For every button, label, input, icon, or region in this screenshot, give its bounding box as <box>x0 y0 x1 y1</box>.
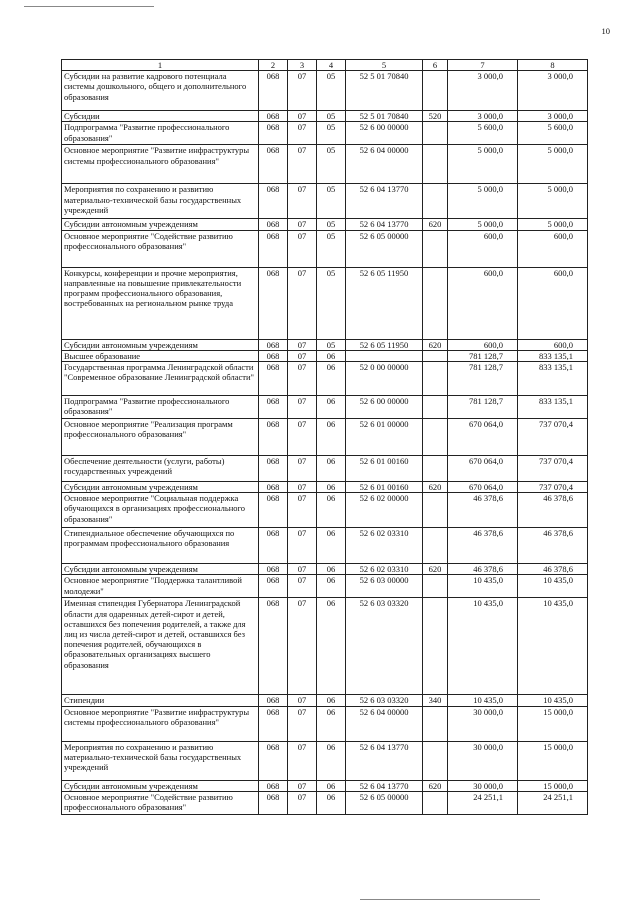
row-subsection-cell: 06 <box>317 419 346 456</box>
table-row <box>62 184 588 219</box>
row-ministry-code-cell: 068 <box>259 122 288 145</box>
row-target-article-cell: 52 5 01 70840 <box>346 71 423 111</box>
row-section-cell: 07 <box>288 780 317 791</box>
table-row <box>62 780 588 791</box>
row-amount-year2-cell: 46 378,6 <box>518 564 588 575</box>
row-expense-type-cell <box>423 741 448 780</box>
row-amount-year1-cell: 600,0 <box>448 230 518 267</box>
page-number: 10 <box>601 26 610 36</box>
row-name-cell: Мероприятия по сохранению и развитию материально-технической базы государственных учреждений <box>62 741 259 780</box>
table-row <box>62 419 588 456</box>
row-subsection-cell: 05 <box>317 267 346 339</box>
table-row <box>62 219 588 230</box>
table-row <box>62 339 588 350</box>
row-amount-year1-cell: 5 600,0 <box>448 122 518 145</box>
table-row <box>62 706 588 741</box>
header-cell: 6 <box>423 60 448 71</box>
header-cell: 8 <box>518 60 588 71</box>
row-section-cell: 07 <box>288 456 317 482</box>
row-section-cell: 07 <box>288 267 317 339</box>
row-section-cell: 07 <box>288 564 317 575</box>
row-ministry-code-cell: 068 <box>259 456 288 482</box>
row-expense-type-cell <box>423 145 448 184</box>
row-section-cell: 07 <box>288 741 317 780</box>
row-ministry-code-cell: 068 <box>259 780 288 791</box>
row-name-cell: Обеспечение деятельности (услуги, работы) государственных учреждений <box>62 456 259 482</box>
row-name-cell: Стипендиальное обеспечение обучающихся по программам профессионального образования <box>62 528 259 564</box>
table-row <box>62 564 588 575</box>
row-target-article-cell <box>346 350 423 361</box>
row-subsection-cell: 06 <box>317 575 346 598</box>
row-name-cell: Субсидии на развитие кадрового потенциала системы дошкольного, общего и дополнительного образования <box>62 71 259 111</box>
table-row <box>62 267 588 339</box>
row-name-cell: Основное мероприятие "Развитие инфраструктуры системы профессионального образования" <box>62 706 259 741</box>
row-ministry-code-cell: 068 <box>259 695 288 706</box>
row-subsection-cell: 06 <box>317 598 346 695</box>
row-ministry-code-cell: 068 <box>259 564 288 575</box>
row-ministry-code-cell: 068 <box>259 71 288 111</box>
row-name-cell: Мероприятия по сохранению и развитию материально-технической базы государственных учреждений <box>62 184 259 219</box>
row-amount-year1-cell: 30 000,0 <box>448 780 518 791</box>
row-amount-year2-cell: 833 135,1 <box>518 362 588 396</box>
row-target-article-cell: 52 6 00 00000 <box>346 396 423 419</box>
row-expense-type-cell: 620 <box>423 780 448 791</box>
row-section-cell: 07 <box>288 339 317 350</box>
row-amount-year2-cell: 5 000,0 <box>518 219 588 230</box>
row-subsection-cell: 06 <box>317 350 346 361</box>
row-name-cell: Конкурсы, конференции и прочие мероприятия, направленные на повышение привлекательности программ профессионального образования, востребованных на региональном рынке труда <box>62 267 259 339</box>
row-amount-year2-cell: 3 000,0 <box>518 111 588 122</box>
row-name-cell: Именная стипендия Губернатора Ленинградской области для одаренных детей-сирот и детей, оставшихся без попечения родителей, а также для лиц из числа детей-сирот и детей, оставшихся без попечения родителей, обучающихся в образовательных организациях высшего образования <box>62 598 259 695</box>
row-ministry-code-cell: 068 <box>259 230 288 267</box>
header-cell: 1 <box>62 60 259 71</box>
row-expense-type-cell: 620 <box>423 339 448 350</box>
row-section-cell: 07 <box>288 396 317 419</box>
row-amount-year2-cell: 5 000,0 <box>518 145 588 184</box>
row-expense-type-cell <box>423 362 448 396</box>
row-subsection-cell: 05 <box>317 184 346 219</box>
table-row <box>62 230 588 267</box>
row-amount-year2-cell: 5 600,0 <box>518 122 588 145</box>
row-target-article-cell: 52 6 04 13770 <box>346 219 423 230</box>
table-row <box>62 493 588 528</box>
row-target-article-cell: 52 6 05 00000 <box>346 230 423 267</box>
table-header-row <box>62 60 588 71</box>
row-ministry-code-cell: 068 <box>259 493 288 528</box>
table-row <box>62 528 588 564</box>
row-target-article-cell: 52 5 01 70840 <box>346 111 423 122</box>
row-subsection-cell: 06 <box>317 362 346 396</box>
row-amount-year2-cell: 15 000,0 <box>518 741 588 780</box>
row-ministry-code-cell: 068 <box>259 339 288 350</box>
row-name-cell: Стипендии <box>62 695 259 706</box>
row-amount-year2-cell: 15 000,0 <box>518 706 588 741</box>
row-name-cell: Основное мероприятие "Развитие инфраструктуры системы профессионального образования" <box>62 145 259 184</box>
row-ministry-code-cell: 068 <box>259 267 288 339</box>
row-target-article-cell: 52 6 03 03320 <box>346 695 423 706</box>
row-expense-type-cell <box>423 791 448 814</box>
row-subsection-cell: 06 <box>317 456 346 482</box>
row-amount-year2-cell: 46 378,6 <box>518 528 588 564</box>
row-amount-year2-cell: 3 000,0 <box>518 71 588 111</box>
table-row <box>62 396 588 419</box>
row-ministry-code-cell: 068 <box>259 184 288 219</box>
row-target-article-cell: 52 6 00 00000 <box>346 122 423 145</box>
row-section-cell: 07 <box>288 71 317 111</box>
row-section-cell: 07 <box>288 706 317 741</box>
row-expense-type-cell <box>423 184 448 219</box>
table-row <box>62 695 588 706</box>
row-amount-year1-cell: 30 000,0 <box>448 706 518 741</box>
row-expense-type-cell <box>423 267 448 339</box>
row-target-article-cell: 52 6 01 00000 <box>346 419 423 456</box>
row-ministry-code-cell: 068 <box>259 528 288 564</box>
row-section-cell: 07 <box>288 122 317 145</box>
row-ministry-code-cell: 068 <box>259 111 288 122</box>
row-section-cell: 07 <box>288 111 317 122</box>
row-target-article-cell: 52 6 01 00160 <box>346 456 423 482</box>
row-amount-year2-cell: 600,0 <box>518 267 588 339</box>
row-amount-year1-cell: 781 128,7 <box>448 362 518 396</box>
row-amount-year1-cell: 3 000,0 <box>448 111 518 122</box>
row-expense-type-cell <box>423 230 448 267</box>
row-amount-year2-cell: 737 070,4 <box>518 482 588 493</box>
row-amount-year2-cell: 833 135,1 <box>518 396 588 419</box>
row-name-cell: Основное мероприятие "Реализация программ профессионального образования" <box>62 419 259 456</box>
row-section-cell: 07 <box>288 419 317 456</box>
row-amount-year1-cell: 10 435,0 <box>448 598 518 695</box>
row-ministry-code-cell: 068 <box>259 350 288 361</box>
table-body <box>62 71 588 815</box>
table-row <box>62 145 588 184</box>
row-amount-year2-cell: 46 378,6 <box>518 493 588 528</box>
row-amount-year1-cell: 5 000,0 <box>448 145 518 184</box>
row-expense-type-cell <box>423 575 448 598</box>
row-subsection-cell: 06 <box>317 780 346 791</box>
row-subsection-cell: 05 <box>317 71 346 111</box>
row-target-article-cell: 52 6 05 11950 <box>346 339 423 350</box>
row-name-cell: Субсидии <box>62 111 259 122</box>
table-row <box>62 111 588 122</box>
row-subsection-cell: 06 <box>317 493 346 528</box>
row-amount-year2-cell: 10 435,0 <box>518 598 588 695</box>
row-subsection-cell: 05 <box>317 145 346 184</box>
row-subsection-cell: 06 <box>317 791 346 814</box>
row-amount-year1-cell: 670 064,0 <box>448 419 518 456</box>
row-amount-year1-cell: 3 000,0 <box>448 71 518 111</box>
row-amount-year1-cell: 46 378,6 <box>448 493 518 528</box>
row-target-article-cell: 52 6 04 13770 <box>346 741 423 780</box>
row-amount-year1-cell: 46 378,6 <box>448 528 518 564</box>
header-cell: 5 <box>346 60 423 71</box>
row-subsection-cell: 06 <box>317 564 346 575</box>
row-expense-type-cell: 520 <box>423 111 448 122</box>
row-amount-year2-cell: 10 435,0 <box>518 575 588 598</box>
row-target-article-cell: 52 0 00 00000 <box>346 362 423 396</box>
scan-edge-mark-bottom <box>360 899 540 900</box>
header-cell: 4 <box>317 60 346 71</box>
row-amount-year1-cell: 10 435,0 <box>448 575 518 598</box>
row-target-article-cell: 52 6 04 00000 <box>346 145 423 184</box>
row-target-article-cell: 52 6 01 00160 <box>346 482 423 493</box>
row-amount-year2-cell: 833 135,1 <box>518 350 588 361</box>
row-section-cell: 07 <box>288 230 317 267</box>
row-subsection-cell: 05 <box>317 111 346 122</box>
row-amount-year2-cell: 737 070,4 <box>518 419 588 456</box>
row-expense-type-cell <box>423 493 448 528</box>
row-section-cell: 07 <box>288 695 317 706</box>
row-amount-year1-cell: 24 251,1 <box>448 791 518 814</box>
row-amount-year2-cell: 737 070,4 <box>518 456 588 482</box>
row-name-cell: Государственная программа Ленинградской области "Современное образование Ленинградской области" <box>62 362 259 396</box>
row-amount-year1-cell: 670 064,0 <box>448 482 518 493</box>
budget-table <box>61 59 588 815</box>
row-ministry-code-cell: 068 <box>259 598 288 695</box>
table-row <box>62 350 588 361</box>
row-subsection-cell: 05 <box>317 219 346 230</box>
row-ministry-code-cell: 068 <box>259 575 288 598</box>
row-amount-year1-cell: 781 128,7 <box>448 396 518 419</box>
row-subsection-cell: 06 <box>317 695 346 706</box>
row-expense-type-cell <box>423 528 448 564</box>
row-amount-year1-cell: 46 378,6 <box>448 564 518 575</box>
row-section-cell: 07 <box>288 219 317 230</box>
row-ministry-code-cell: 068 <box>259 145 288 184</box>
row-subsection-cell: 05 <box>317 339 346 350</box>
row-name-cell: Основное мероприятие "Содействие развитию профессионального образования" <box>62 230 259 267</box>
table-row <box>62 482 588 493</box>
row-expense-type-cell: 620 <box>423 482 448 493</box>
row-name-cell: Основное мероприятие "Поддержка талантливой молодежи" <box>62 575 259 598</box>
row-section-cell: 07 <box>288 791 317 814</box>
row-ministry-code-cell: 068 <box>259 362 288 396</box>
row-target-article-cell: 52 6 03 03320 <box>346 598 423 695</box>
row-amount-year2-cell: 24 251,1 <box>518 791 588 814</box>
table-row <box>62 122 588 145</box>
row-name-cell: Субсидии автономным учреждениям <box>62 780 259 791</box>
table-row <box>62 456 588 482</box>
row-name-cell: Субсидии автономным учреждениям <box>62 564 259 575</box>
row-section-cell: 07 <box>288 482 317 493</box>
row-expense-type-cell <box>423 598 448 695</box>
row-target-article-cell: 52 6 02 03310 <box>346 528 423 564</box>
row-section-cell: 07 <box>288 362 317 396</box>
scan-edge-mark <box>24 6 154 7</box>
row-subsection-cell: 06 <box>317 741 346 780</box>
row-name-cell: Основное мероприятие "Социальная поддержка обучающихся в организациях профессионального образования" <box>62 493 259 528</box>
row-section-cell: 07 <box>288 350 317 361</box>
row-amount-year1-cell: 600,0 <box>448 267 518 339</box>
header-cell: 3 <box>288 60 317 71</box>
row-section-cell: 07 <box>288 528 317 564</box>
row-ministry-code-cell: 068 <box>259 741 288 780</box>
row-amount-year1-cell: 10 435,0 <box>448 695 518 706</box>
row-expense-type-cell: 620 <box>423 564 448 575</box>
header-cell: 7 <box>448 60 518 71</box>
table-row <box>62 362 588 396</box>
row-section-cell: 07 <box>288 184 317 219</box>
row-target-article-cell: 52 6 02 00000 <box>346 493 423 528</box>
row-amount-year2-cell: 5 000,0 <box>518 184 588 219</box>
header-cell: 2 <box>259 60 288 71</box>
row-subsection-cell: 06 <box>317 482 346 493</box>
row-expense-type-cell <box>423 350 448 361</box>
row-ministry-code-cell: 068 <box>259 706 288 741</box>
row-amount-year1-cell: 5 000,0 <box>448 184 518 219</box>
row-name-cell: Подпрограмма "Развитие профессионального образования" <box>62 396 259 419</box>
row-name-cell: Субсидии автономным учреждениям <box>62 339 259 350</box>
row-name-cell: Высшее образование <box>62 350 259 361</box>
row-section-cell: 07 <box>288 575 317 598</box>
row-target-article-cell: 52 6 05 00000 <box>346 791 423 814</box>
row-amount-year1-cell: 30 000,0 <box>448 741 518 780</box>
row-section-cell: 07 <box>288 145 317 184</box>
row-target-article-cell: 52 6 04 13770 <box>346 184 423 219</box>
row-name-cell: Субсидии автономным учреждениям <box>62 219 259 230</box>
row-ministry-code-cell: 068 <box>259 396 288 419</box>
row-expense-type-cell <box>423 122 448 145</box>
row-subsection-cell: 05 <box>317 230 346 267</box>
row-expense-type-cell <box>423 419 448 456</box>
row-amount-year1-cell: 781 128,7 <box>448 350 518 361</box>
row-section-cell: 07 <box>288 598 317 695</box>
row-target-article-cell: 52 6 02 03310 <box>346 564 423 575</box>
row-name-cell: Подпрограмма "Развитие профессионального образования" <box>62 122 259 145</box>
row-amount-year2-cell: 600,0 <box>518 230 588 267</box>
row-subsection-cell: 05 <box>317 122 346 145</box>
row-target-article-cell: 52 6 04 13770 <box>346 780 423 791</box>
row-amount-year1-cell: 5 000,0 <box>448 219 518 230</box>
row-section-cell: 07 <box>288 493 317 528</box>
row-ministry-code-cell: 068 <box>259 791 288 814</box>
row-expense-type-cell <box>423 71 448 111</box>
row-subsection-cell: 06 <box>317 528 346 564</box>
table-row <box>62 598 588 695</box>
table-row <box>62 741 588 780</box>
row-expense-type-cell <box>423 706 448 741</box>
row-expense-type-cell <box>423 456 448 482</box>
row-expense-type-cell: 620 <box>423 219 448 230</box>
row-target-article-cell: 52 6 04 00000 <box>346 706 423 741</box>
row-amount-year1-cell: 670 064,0 <box>448 456 518 482</box>
row-expense-type-cell <box>423 396 448 419</box>
table-row <box>62 791 588 814</box>
row-target-article-cell: 52 6 05 11950 <box>346 267 423 339</box>
table-row <box>62 575 588 598</box>
row-ministry-code-cell: 068 <box>259 219 288 230</box>
row-ministry-code-cell: 068 <box>259 419 288 456</box>
row-amount-year2-cell: 15 000,0 <box>518 780 588 791</box>
row-subsection-cell: 06 <box>317 396 346 419</box>
row-subsection-cell: 06 <box>317 706 346 741</box>
row-name-cell: Субсидии автономным учреждениям <box>62 482 259 493</box>
row-expense-type-cell: 340 <box>423 695 448 706</box>
row-ministry-code-cell: 068 <box>259 482 288 493</box>
table-row <box>62 71 588 111</box>
row-name-cell: Основное мероприятие "Содействие развитию профессионального образования" <box>62 791 259 814</box>
row-amount-year1-cell: 600,0 <box>448 339 518 350</box>
row-target-article-cell: 52 6 03 00000 <box>346 575 423 598</box>
row-amount-year2-cell: 600,0 <box>518 339 588 350</box>
row-amount-year2-cell: 10 435,0 <box>518 695 588 706</box>
